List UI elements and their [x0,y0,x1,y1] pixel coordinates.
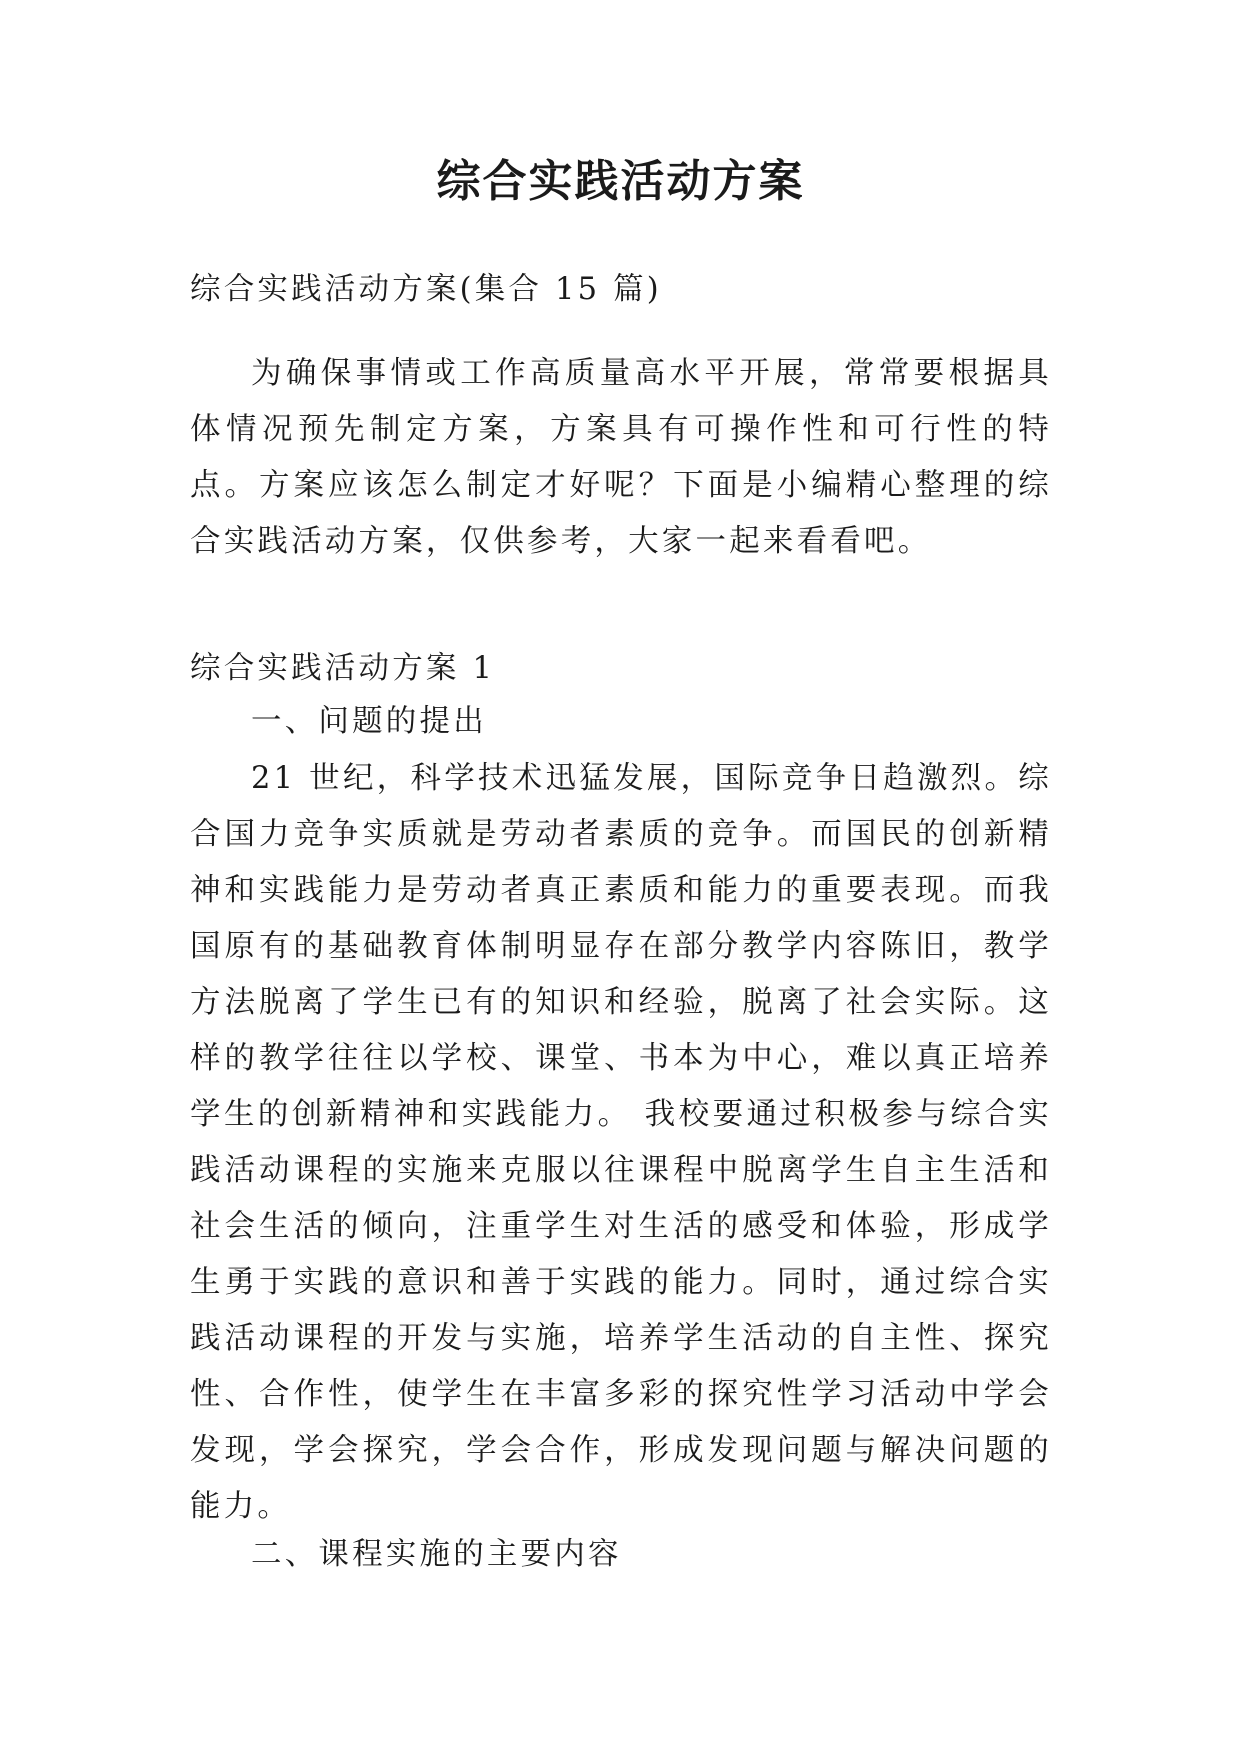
paragraph-text: 21 世纪，科学技术迅猛发展，国际竞争日趋激烈。综合国力竞争实质就是劳动者素质的竞争。而国民的创新精神和实践能力是劳动者真正素质和能力的重要表现。而我国原有的基础教育体制明显存在部分教学内容陈旧，教学方法脱离了学生已有的知识和经验，脱离了社会实际。这样的教学往往以学校、课堂、书本为中心，难以真正培养学生的创新精神和实践能力。 我校要通过积极参与综合实践活动课程的实施来克服以往课程中脱离学生自主生活和社会生活的倾向，注重学生对生活的感受和体验，形成学生勇于实践的意识和善于实践的能力。同时，通过综合实践活动课程的开发与实施，培养学生活动的自主性、探究性、合作性，使学生在丰富多彩的探究性学习活动中学会发现，学会探究，学会合作，形成发现问题与解决问题的能力。 [190,761,1052,1524]
section-title [190,641,1052,697]
intro-paragraph [190,346,1052,570]
section-title-text: 综合实践活动方案 1 [190,651,496,686]
body-paragraph [190,751,1052,1535]
document-title: 综合实践活动方案 [436,156,805,207]
heading-text: 一、问题的提出 [251,704,487,739]
subtitle-text: 综合实践活动方案(集合 15 篇) [190,272,662,307]
section-heading [190,694,1052,750]
document-subtitle [190,262,1052,318]
heading-text: 二、课程实施的主要内容 [251,1537,622,1572]
section-heading [190,1527,1052,1583]
intro-text: 为确保事情或工作高质量高水平开展，常常要根据具体情况预先制定方案，方案具有可操作性和可行性的特点。方案应该怎么制定才好呢？下面是小编精心整理的综合实践活动方案，仅供参考，大家一起来看看吧。 [190,356,1052,559]
